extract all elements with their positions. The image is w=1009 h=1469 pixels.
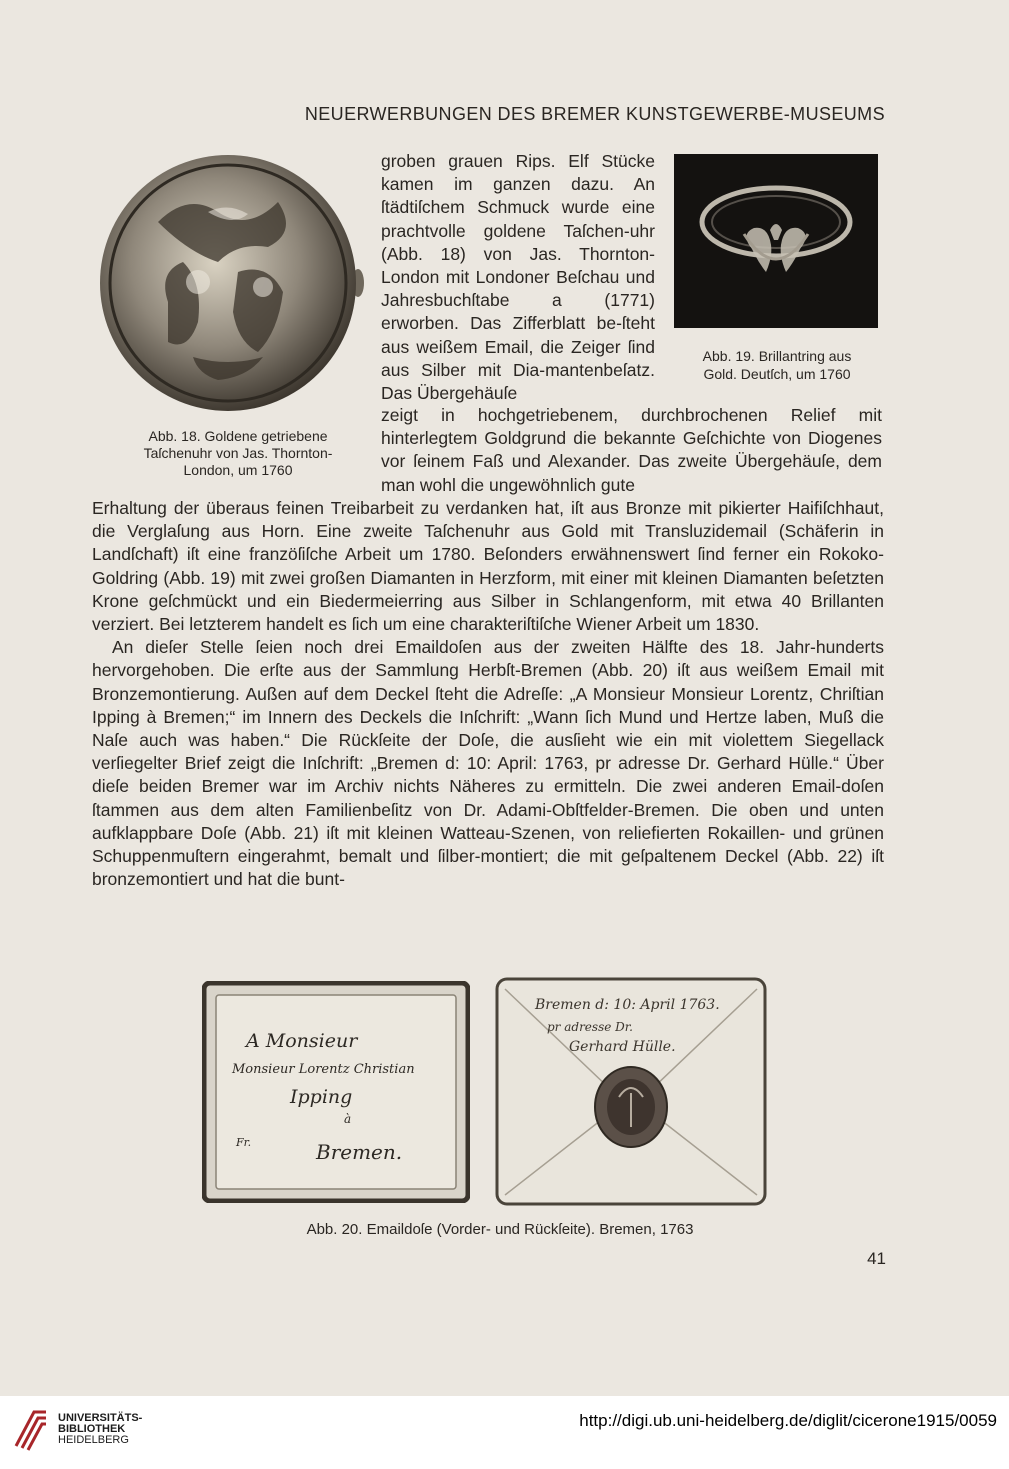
fig20-caption: Abb. 20. Emaildoſe (Vorder- und Rückſeite). Bremen, 1763 (306, 1221, 694, 1238)
library-name-line: HEIDELBERG (58, 1434, 129, 1446)
front-line: A Monsieur (246, 1030, 358, 1052)
back-line: pr adresse Dr. (547, 1020, 633, 1034)
front-line: Bremen. (316, 1140, 403, 1164)
enamel-box-front-image (202, 981, 470, 1203)
fig18-caption (104, 428, 372, 479)
paragraph: zeigt in hochgetriebenem, durchbrochenen Relief mit hinterlegtem Goldgrund die bekannte Geſchichte von Diogenes vor ſeinem Faß und Alexander. Das zweite Übergehäuſe, dem man wohl die ungewöhnlich gute (381, 405, 882, 495)
library-name (58, 1413, 142, 1446)
front-line: Ipping (290, 1086, 353, 1108)
back-line: Bremen d: 10: April 1763. (535, 997, 720, 1013)
fig19-caption-line: Gold. Deutſch, um 1760 (703, 366, 851, 382)
fig18-caption-line: Taſchenuhr von Jas. Thornton- (143, 445, 333, 461)
page-number: 41 (867, 1249, 886, 1268)
back-line: Gerhard Hülle. (569, 1039, 676, 1055)
front-line: à (344, 1112, 352, 1126)
running-header: NEUERWERBUNGEN DES BREMER KUNSTGEWERBE-MUSEUMS (304, 104, 885, 124)
front-line: Monsieur Lorentz Christian (232, 1062, 415, 1077)
library-name-line: BIBLIOTHEK (58, 1423, 126, 1435)
paragraph: An dieſer Stelle ſeien noch drei Emaildoſen aus der zweiten Hälfte des 18. Jahr-hunderts hervorgehoben. Die erſte aus der Sammlung Herbſt-Bremen (Abb. 20) iſt aus weißem Email mit Bronzemontierung. Außen auf dem Deckel ſteht die Adreſſe: „A Monsieur Monsieur Lorentz, Chriſtian Ipping à Bremen;“ im Innern des Deckels die Inſchrift: „Wann ſich Mund und Hertze laben, Muß die Naſe auch was haben.“ Die Rückſeite der Doſe, die ausſieht wie ein mit violettem Siegellack verſiegelter Brief zeigt die Inſchrift: „Bremen d: 10: April: 1763, pr adresse Dr. Gerhard Hülle.“ Über dieſe beiden Bremer war im Archiv nichts Näheres zu ermitteln. Die zwei anderen Email-doſen ſtammen aus dem alten Familienbeſitz von Dr. Adami-Obſtfelder-Bremen. Die oben und unten aufklappbare Doſe (Abb. 21) iſt mit kleinen Watteau-Szenen, von reliefierten Rokaillen- und grünen Schuppenmuſtern eingerahmt, bemalt und ſilber-montiert; die mit geſpaltenem Deckel (Abb. 22) iſt bronzemontiert und hat die bunt- (92, 637, 884, 890)
enamel-box-back-image (495, 977, 767, 1206)
paragraph: Erhaltung der überaus feinen Treibarbeit zu verdanken hat, iſt aus Bronze mit pikierter Haifiſchhaut, die Verglaſung aus Horn. Eine zweite Taſchenuhr aus Gold mit Transluzidemail (Schäferin in Landſchaft) iſt eine franzöſiſche Arbeit um 1780. Beſonders erwähnenswert ſind ferner ein Rokoko-Goldring (Abb. 19) mit zwei großen Diamanten in Herzform, mit einer mit kleinen Diamanten beſetzten Krone geſchmückt und ein Biedermeierring aus Silber in Schlangenform, mit etwa 40 Brillanten verziert. Bei letzterem handelt es ſich um eine charakteriſtiſche Wiener Arbeit um 1830. (92, 498, 884, 635)
middle-column-text (381, 150, 655, 405)
diamond-ring-image (674, 154, 878, 328)
paragraph: groben grauen Rips. Elf Stücke kamen im ganzen dazu. An ſtädtiſchem Schmuck wurde eine prachtvolle goldene Taſchen-uhr (Abb. 18) von Jas. Thornton-London mit Londoner Beſchau und Jahresbuchſtabe a (1771) erworben. Das Zifferblatt be-ſteht aus weißem Email, die Zeiger ſind aus Silber mit Dia-mantenbeſatz. Das Übergehäuſe (381, 151, 655, 404)
library-footer (0, 1396, 1009, 1469)
wide-column-text (381, 404, 882, 497)
main-body-text (92, 497, 884, 891)
fig18-caption-line: London, um 1760 (183, 462, 293, 478)
ring-drawing (674, 154, 878, 328)
fig18-caption-line: Abb. 18. Goldene getriebene (148, 428, 328, 444)
fig19-caption (672, 347, 882, 383)
front-line: Fr. (236, 1136, 252, 1149)
library-logo-icon (12, 1406, 50, 1454)
pocket-watch-image (98, 152, 366, 414)
source-url[interactable]: http://digi.ub.uni-heidelberg.de/diglit/cicerone1915/0059 (579, 1411, 997, 1430)
library-name-line: UNIVERSITÄTS- (58, 1412, 143, 1424)
fig19-caption-line: Abb. 19. Brillantring aus (702, 348, 852, 364)
